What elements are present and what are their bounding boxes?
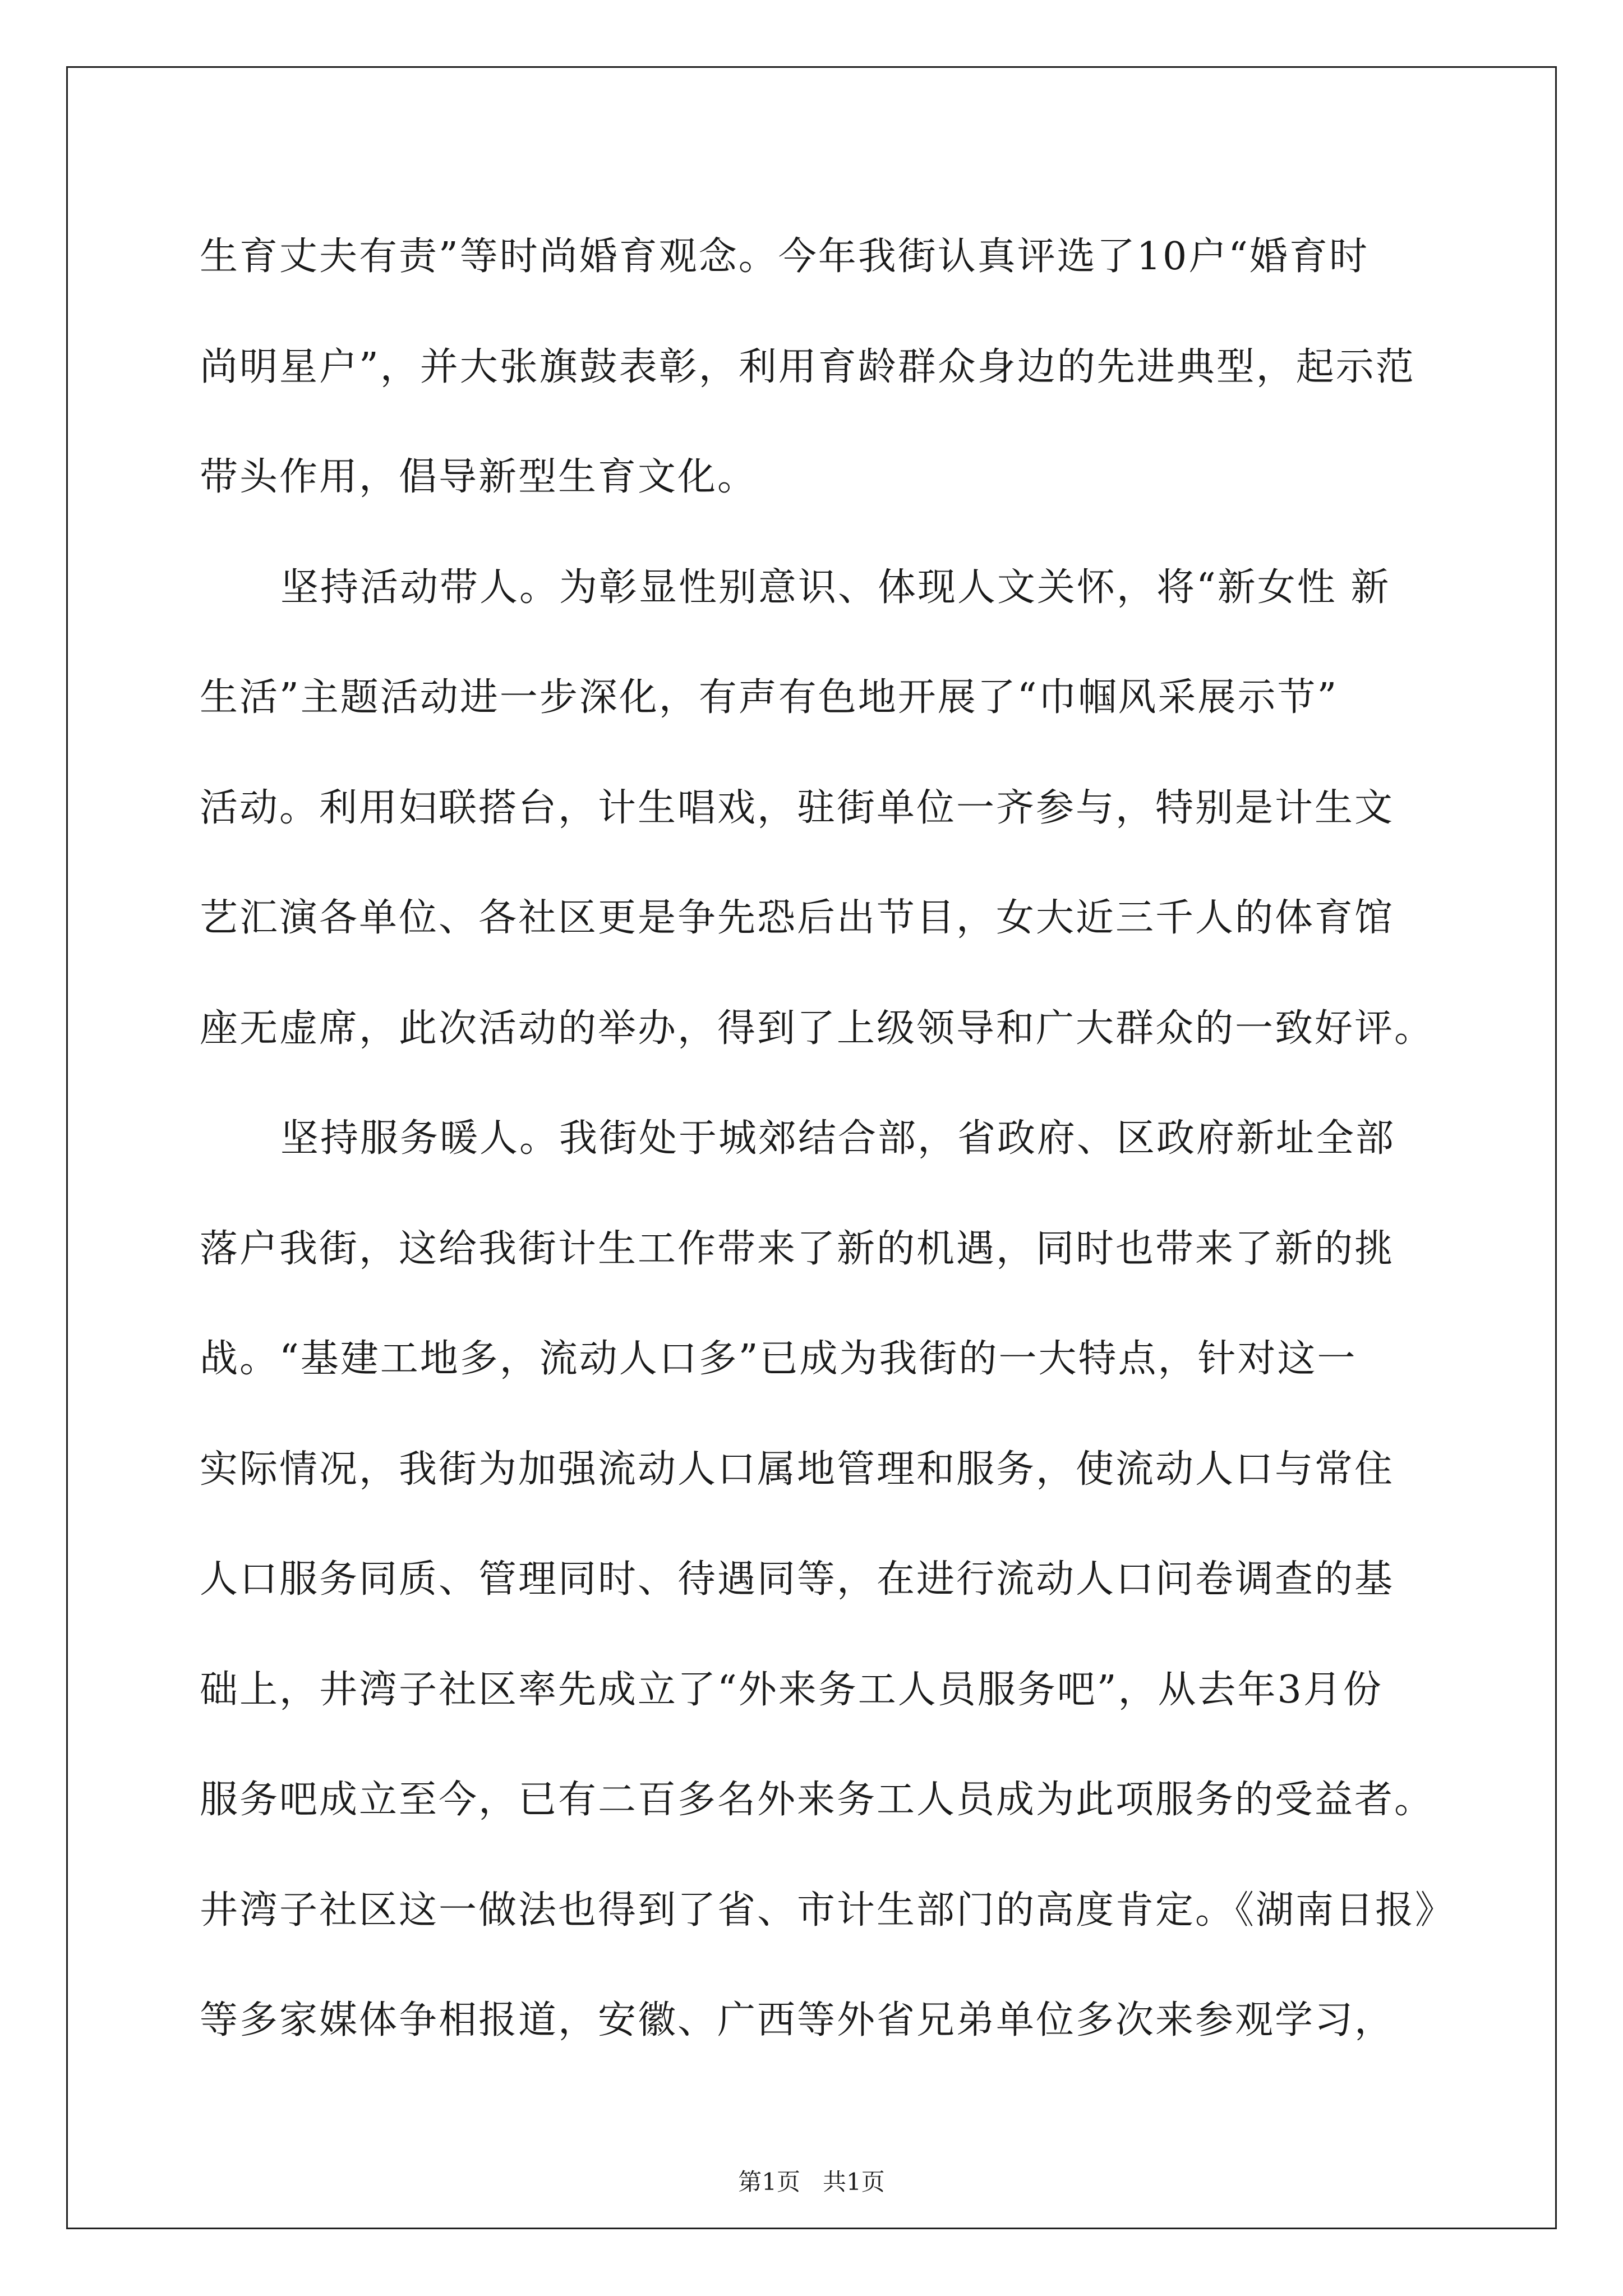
text-line: 实际情况，我街为加强流动人口属地管理和服务，使流动人口与常住: [200, 1447, 1395, 1492]
text-line: 艺汇演各单位、各社区更是争先恐后出节目，女大近三千人的体育馆: [200, 896, 1395, 940]
page-number-footer: 第1页 共1页: [738, 2168, 885, 2196]
text-line: 战。“基建工地多，流动人口多”已成为我街的一大特点，针对这一: [200, 1337, 1357, 1381]
text-line: 生育丈夫有责”等时尚婚育观念。今年我街认真评选了10户“婚育时: [200, 234, 1370, 279]
text-line: 生活”主题活动进一步深化，有声有色地开展了“巾帼风采展示节”: [200, 675, 1339, 720]
text-line: 等多家媒体争相报道，安徽、广西等外省兄弟单位多次来参观学习，: [200, 1998, 1395, 2042]
text-line: 井湾子社区这一做法也得到了省、市计生部门的高度肯定。《湖南日报》: [200, 1888, 1455, 1932]
text-line: 尚明星户”，并大张旗鼓表彰，利用育龄群众身边的先进典型，起示范: [200, 344, 1415, 389]
text-line: 服务吧成立至今，已有二百多名外来务工人员成为此项服务的受益者。: [200, 1778, 1435, 1822]
text-line: 带头作用，倡导新型生育文化。: [200, 455, 758, 499]
paragraph-start-line: 坚持服务暖人。我街处于城郊结合部，省政府、区政府新址全部: [280, 1116, 1396, 1161]
document-body: [200, 202, 1455, 2076]
text-line: 人口服务同质、管理同时、待遇同等，在进行流动人口问卷调查的基: [200, 1557, 1395, 1602]
text-line: 础上，井湾子社区率先成立了“外来务工人员服务吧”，从去年3月份: [200, 1667, 1383, 1712]
text-line: 座无虚席，此次活动的举办，得到了上级领导和广大群众的一致好评。: [200, 1006, 1435, 1051]
paragraph-start-line: 坚持活动带人。为彰显性别意识、体现人文关怀，将“新女性 新: [280, 565, 1391, 610]
text-line: 活动。利用妇联搭台，计生唱戏，驻街单位一齐参与，特别是计生文: [200, 785, 1395, 830]
text-line: 落户我街，这给我街计生工作带来了新的机遇，同时也带来了新的挑: [200, 1226, 1395, 1271]
